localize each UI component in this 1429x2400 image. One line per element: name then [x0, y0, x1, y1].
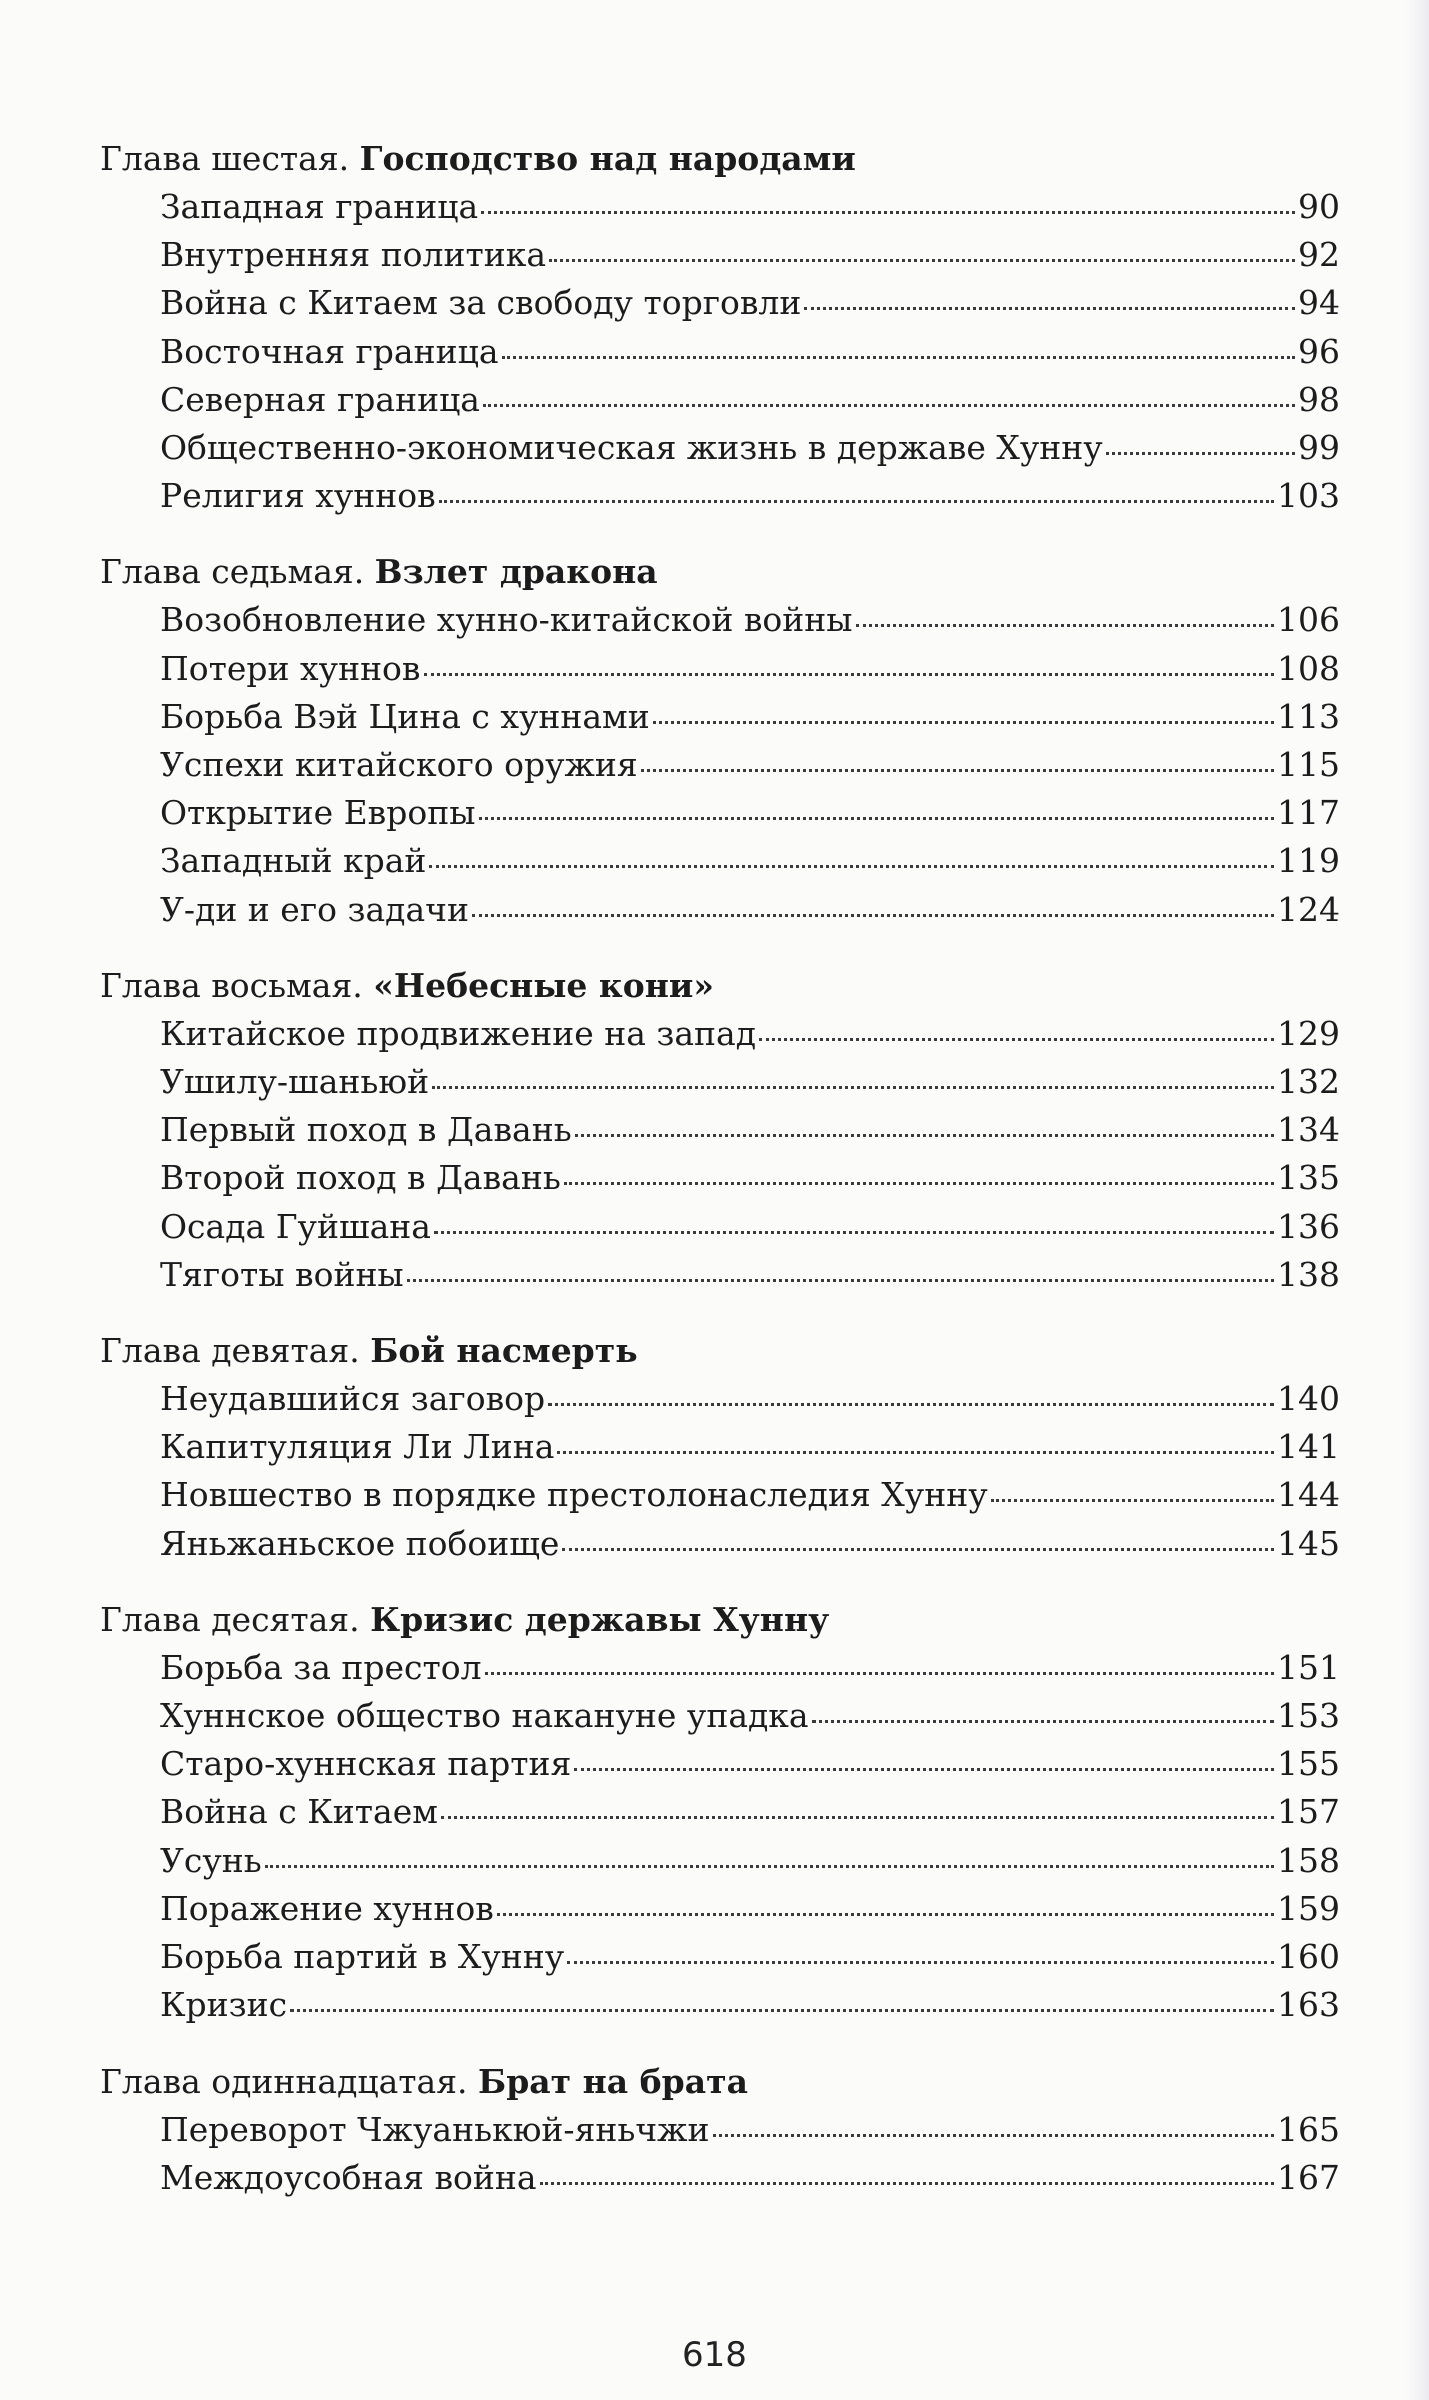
entry-title: Борьба партий в Хунну [160, 1937, 565, 1977]
toc-entry[interactable] [160, 1058, 1340, 1106]
entry-page-number: 106 [1277, 600, 1340, 640]
dot-leader [991, 1499, 1274, 1502]
entry-title: Возобновление хунно-китайской войны [160, 600, 853, 640]
chapter-11 [100, 2058, 1340, 2202]
dot-leader [856, 624, 1274, 627]
dot-leader [564, 1182, 1274, 1185]
page-edge-shadow [1407, 0, 1429, 2400]
dot-leader [540, 2182, 1274, 2185]
dot-leader [804, 307, 1295, 310]
entry-title: Китайское продвижение на запад [160, 1013, 757, 1053]
entry-title: Внутренняя политика [160, 235, 547, 275]
entry-title: Капитуляция Ли Лина [160, 1427, 555, 1467]
dot-leader [812, 1720, 1274, 1723]
dot-leader [549, 259, 1295, 262]
toc-entry[interactable] [160, 1981, 1340, 2029]
entry-page-number: 115 [1277, 745, 1340, 785]
entry-title: Северная граница [160, 379, 480, 419]
chapter-title: Взлет дракона [374, 552, 658, 592]
entry-title: Религия хуннов [160, 476, 436, 516]
chapter-6 [100, 135, 1340, 520]
entry-page-number: 135 [1277, 1158, 1340, 1198]
entry-page-number: 108 [1277, 648, 1340, 688]
dot-leader [429, 865, 1274, 868]
entry-page-number: 136 [1277, 1206, 1340, 1246]
entry-title: Успехи китайского оружия [160, 745, 638, 785]
toc-entry[interactable] [160, 1837, 1340, 1885]
dot-leader [567, 1961, 1274, 1964]
toc-entry[interactable] [160, 645, 1340, 693]
entry-page-number: 134 [1277, 1110, 1340, 1150]
chapter-prefix: Глава шестая. [100, 139, 360, 178]
chapter-heading [100, 1596, 1340, 1644]
dot-leader [472, 914, 1274, 917]
entry-page-number: 157 [1277, 1792, 1340, 1832]
toc-entry[interactable] [160, 1375, 1340, 1423]
entry-page-number: 165 [1277, 2109, 1340, 2149]
toc-entry[interactable] [160, 1251, 1340, 1299]
entry-title: Война с Китаем [160, 1792, 438, 1832]
dot-leader [441, 1816, 1274, 1819]
dot-leader [641, 769, 1274, 772]
toc-entry[interactable] [160, 1471, 1340, 1519]
toc-entry[interactable] [160, 1788, 1340, 1836]
chapter-title: Брат на брата [478, 2061, 748, 2101]
chapter-title: «Небесные кони» [373, 965, 714, 1005]
chapter-9 [100, 1327, 1340, 1568]
entry-page-number: 140 [1277, 1379, 1340, 1419]
entry-page-number: 141 [1277, 1427, 1340, 1467]
entry-page-number: 160 [1277, 1937, 1340, 1977]
entry-title: Усунь [160, 1840, 262, 1880]
chapter-title: Господство над народами [359, 139, 856, 178]
chapter-10 [100, 1596, 1340, 2030]
toc-entry[interactable] [160, 789, 1340, 837]
dot-leader [479, 817, 1274, 820]
toc-entry[interactable] [160, 1740, 1340, 1788]
table-of-contents [100, 135, 1340, 2230]
entry-title: Неудавшийся заговор [160, 1379, 546, 1419]
entry-title: Второй поход в Давань [160, 1158, 561, 1198]
entry-title: Борьба Вэй Цина с хуннами [160, 696, 650, 736]
entry-title: Западная граница [160, 187, 479, 226]
entry-page-number: 155 [1277, 1744, 1340, 1784]
chapter-title: Бой насмерть [370, 1331, 638, 1371]
chapter-prefix: Глава седьмая. [100, 552, 375, 592]
dot-leader [265, 1865, 1274, 1868]
chapter-heading [100, 135, 1340, 183]
chapter-prefix: Глава восьмая. [100, 965, 374, 1005]
toc-entry[interactable] [160, 741, 1340, 789]
dot-leader [439, 500, 1274, 503]
entry-page-number: 96 [1298, 331, 1340, 371]
entry-page-number: 94 [1298, 283, 1340, 323]
entry-page-number: 119 [1277, 841, 1340, 881]
toc-entry[interactable] [160, 1885, 1340, 1933]
dot-leader [548, 1403, 1274, 1406]
toc-entry[interactable] [160, 2154, 1340, 2202]
entry-page-number: 159 [1277, 1888, 1340, 1928]
entry-title: Новшество в порядке престолонаследия Хунну [160, 1475, 988, 1515]
entry-title: Открытие Европы [160, 793, 476, 833]
dot-leader [485, 1672, 1274, 1675]
entry-title: У-ди и его задачи [160, 889, 469, 929]
chapter-7 [100, 548, 1340, 933]
toc-entry[interactable] [160, 596, 1340, 644]
dot-leader [432, 1086, 1274, 1089]
entry-page-number: 98 [1298, 379, 1340, 419]
entry-page-number: 145 [1277, 1523, 1340, 1563]
entry-page-number: 124 [1277, 889, 1340, 929]
entry-title: Поражение хуннов [160, 1888, 494, 1928]
entry-page-number: 92 [1298, 235, 1340, 275]
chapter-heading [100, 962, 1340, 1010]
dot-leader [759, 1038, 1274, 1041]
toc-entry[interactable] [160, 693, 1340, 741]
chapter-prefix: Глава десятая. [100, 1599, 371, 1639]
toc-entry[interactable] [160, 472, 1340, 520]
entry-page-number: 144 [1277, 1475, 1340, 1515]
entry-title: Переворот Чжуанькюй-яньчжи [160, 2109, 710, 2149]
entry-page-number: 132 [1277, 1062, 1340, 1102]
entry-title: Потери хуннов [160, 648, 421, 688]
entry-title: Первый поход в Давань [160, 1110, 572, 1150]
toc-entry[interactable] [160, 2106, 1340, 2154]
entry-page-number: 113 [1277, 696, 1340, 736]
entry-page-number: 103 [1277, 476, 1340, 516]
entry-title: Осада Гуйшана [160, 1206, 431, 1246]
entry-page-number: 138 [1277, 1254, 1340, 1294]
entry-title: Западный край [160, 841, 427, 881]
toc-entry[interactable] [160, 1203, 1340, 1251]
dot-leader [424, 673, 1274, 676]
chapter-prefix: Глава одиннадцатая. [100, 2061, 479, 2101]
toc-entry[interactable] [160, 1423, 1340, 1471]
toc-entry[interactable] [160, 1933, 1340, 1981]
entry-title: Война с Китаем за свободу торговли [160, 283, 802, 323]
chapter-heading [100, 1327, 1340, 1375]
toc-entry[interactable] [160, 837, 1340, 885]
dot-leader [483, 404, 1295, 407]
entry-page-number: 167 [1277, 2157, 1340, 2197]
toc-entry[interactable] [160, 1154, 1340, 1202]
dot-leader [557, 1451, 1274, 1454]
toc-entry[interactable] [160, 328, 1340, 376]
toc-entry[interactable] [160, 424, 1340, 472]
toc-entry[interactable] [160, 1644, 1340, 1692]
toc-entry[interactable] [160, 376, 1340, 424]
toc-entry[interactable] [160, 886, 1340, 934]
entry-page-number: 163 [1277, 1985, 1340, 2025]
entry-title: Старо-хуннская партия [160, 1744, 572, 1784]
toc-entry[interactable] [160, 1010, 1340, 1058]
entry-title: Восточная граница [160, 331, 499, 371]
entry-title: Кризис [160, 1985, 288, 2025]
dot-leader [574, 1768, 1274, 1771]
entry-page-number: 129 [1277, 1013, 1340, 1053]
dot-leader [562, 1548, 1274, 1551]
chapter-heading [100, 548, 1340, 596]
dot-leader [502, 356, 1296, 359]
entry-page-number: 158 [1277, 1840, 1340, 1880]
chapter-prefix: Глава девятая. [100, 1331, 371, 1371]
page-number: 618 [682, 2335, 747, 2375]
dot-leader [653, 721, 1274, 724]
entry-page-number: 153 [1277, 1696, 1340, 1736]
dot-leader [407, 1279, 1274, 1282]
chapter-heading [100, 2058, 1340, 2106]
entry-page-number: 117 [1277, 793, 1340, 833]
dot-leader [481, 211, 1295, 214]
dot-leader [1106, 452, 1295, 455]
entry-title: Яньжаньское побоище [160, 1523, 560, 1563]
dot-leader [497, 1913, 1274, 1916]
entry-title: Хуннское общество накануне упадка [160, 1696, 809, 1736]
entry-title: Общественно-экономическая жизнь в державе Хунну [160, 428, 1103, 468]
toc-entry[interactable] [160, 279, 1340, 327]
dot-leader [575, 1134, 1274, 1137]
toc-entry[interactable] [160, 183, 1340, 231]
dot-leader [713, 2134, 1274, 2137]
toc-entry[interactable] [160, 231, 1340, 279]
toc-entry[interactable] [160, 1106, 1340, 1154]
toc-entry[interactable] [160, 1520, 1340, 1568]
chapter-8 [100, 962, 1340, 1299]
entry-title: Междоусобная война [160, 2157, 537, 2197]
entry-title: Борьба за престол [160, 1647, 482, 1687]
dot-leader [434, 1231, 1274, 1234]
entry-title: Тяготы войны [160, 1254, 404, 1294]
entry-page-number: 151 [1277, 1647, 1340, 1687]
toc-entry[interactable] [160, 1692, 1340, 1740]
dot-leader [290, 2009, 1274, 2012]
entry-title: Ушилу-шаньюй [160, 1062, 430, 1102]
entry-page-number: 90 [1298, 187, 1340, 226]
chapter-title: Кризис державы Хунну [370, 1599, 830, 1639]
entry-page-number: 99 [1298, 428, 1340, 468]
